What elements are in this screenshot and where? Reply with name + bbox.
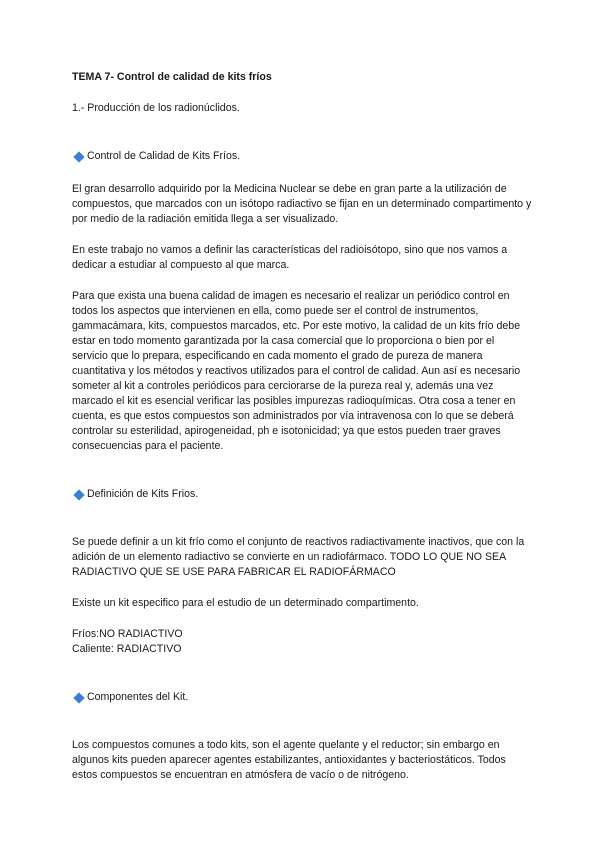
paragraph: El gran desarrollo adquirido por la Medicina Nuclear se debe en gran parte a la utilización de compuestos, que marcados con un isótopo radiactivo se fijan en un determinado compartimento y por medio de la radiación emitida llega a ser visualizado. — [72, 183, 532, 225]
paragraph: Existe un kit especifico para el estudio de un determinado compartimento. — [72, 597, 419, 609]
paragraph: Para que exista una buena calidad de imagen es necesario el realizar un periódico control en todos los aspectos que intervienen en ella, como puede ser el control de instrumentos, gammacámara, kits, compuestos marcados, etc. Por este motivo, la calidad de un kits frío debe estar en todo momento garantizada por la casa comercial que lo proporciona o bien por el servicio que lo prepara, especificando en cada momento el grado de pureza de manera cuantitativa y los métodos y reactivos utilizados para el control de calidad. Aun así es necesario someter al kit a controles periódicos para cerciorarse de la pureza real y, además una vez marcado el kit es esencial verificar las posibles impurezas radioquímicas. Otra cosa a tener en cuenta, es que estos compuestos son administrados por vía intravenosa con lo que se deberá controlar su esterilidad, apirogeneidad, ph e isotonicidad; ya que estos pueden traer graves consecuencias para el paciente. — [72, 290, 521, 452]
section-heading-definicion — [72, 487, 532, 502]
paragraph: Se puede definir a un kit frío como el conjunto de reactivos radiactivamente inactivos, que con la adición de un elemento radiactivo se convierte en un radiofármaco. TODO LO QUE NO SEA RADIACTIVO QUE SE USE PARA FABRICAR EL RADIOFÁRMACO — [72, 536, 525, 578]
blue-diamond-bullet-icon — [73, 489, 84, 500]
document-page — [72, 70, 532, 783]
section-heading-text: Componentes del Kit. — [87, 691, 189, 703]
text-line: Fríos:NO RADIACTIVO — [72, 628, 183, 640]
paragraph: Los compuestos comunes a todo kits, son el agente quelante y el reductor; sin embargo en algunos kits pueden aparecer agentes estabilizantes, antioxidantes y bacteriostáticos. Todos estos compuestos se encuentran en atmósfera de vacío o de nitrógeno. — [72, 739, 506, 781]
section-heading-text: Control de Calidad de Kits Fríos. — [87, 150, 241, 162]
paragraph: En este trabajo no vamos a definir las características del radioisótopo, sino que nos vamos a dedicar a estudiar al compuesto al que marca. — [72, 244, 508, 271]
document-title: TEMA 7- Control de calidad de kits fríos — [72, 71, 272, 83]
blue-diamond-bullet-icon — [73, 692, 84, 703]
section-heading-text: Definición de Kits Frios. — [87, 488, 199, 500]
document-subtitle: 1.- Producción de los radionúclidos. — [72, 102, 240, 114]
section-heading-componentes — [72, 690, 532, 705]
section-heading-control-calidad — [72, 149, 532, 164]
blue-diamond-bullet-icon — [73, 151, 84, 162]
text-line: Caliente: RADIACTIVO — [72, 643, 182, 655]
